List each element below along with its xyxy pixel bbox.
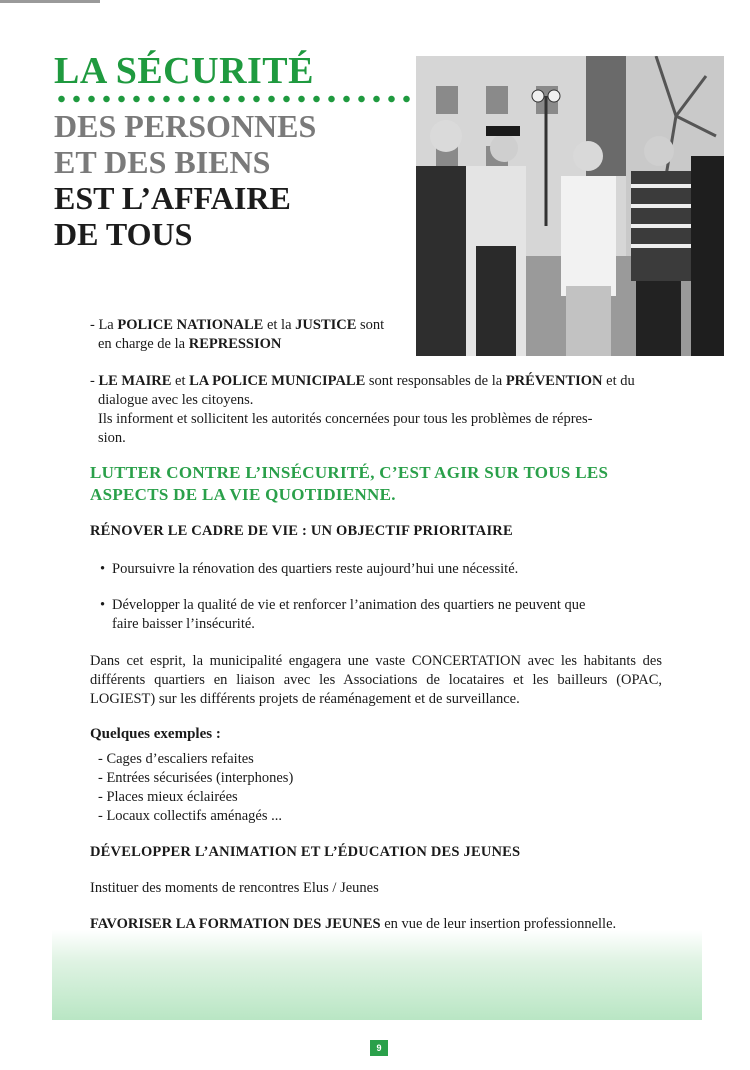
paragraph2-line1: - LE MAIRE et LA POLICE MUNICIPALE sont responsables de la PRÉVENTION et du — [90, 373, 635, 389]
dotted-divider — [54, 94, 414, 104]
instituer-line: Instituer des moments de rencontres Elus / Jeunes — [90, 880, 379, 896]
green-heading-line1: LUTTER CONTRE L’INSÉCURITÉ, C’EST AGIR SUR TOUS LES — [90, 463, 609, 482]
list-item: - Entrées sécurisées (interphones) — [98, 770, 294, 786]
paragraph-police-justice — [90, 316, 410, 354]
bullet-item — [100, 560, 660, 579]
bullet-item — [100, 596, 660, 634]
bullet-text: faire baisser l’insécurité. — [112, 616, 255, 632]
paragraph2-line2: dialogue avec les citoyens. — [98, 392, 254, 408]
green-heading-line2: ASPECTS DE LA VIE QUOTIDIENNE. — [90, 485, 396, 504]
section-heading-renover: RÉNOVER LE CADRE DE VIE : UN OBJECTIF PRIORITAIRE — [90, 523, 513, 539]
title-grey-line2: ET DES BIENS — [54, 144, 271, 180]
title-word-la: LA — [54, 50, 116, 92]
term-formation: FAVORISER LA FORMATION DES JEUNES — [90, 916, 381, 932]
formation-line: FAVORISER LA FORMATION DES JEUNES en vue de leur insertion professionnelle. — [90, 916, 617, 932]
bullet-text: Poursuivre la rénovation des quartiers reste aujourd’hui une nécessité. — [112, 561, 519, 577]
title-word-securite: SÉCURITÉ — [115, 50, 314, 92]
paragraph1-line2: en charge de la REPRESSION — [98, 336, 282, 352]
term-police-municipale: LA POLICE MUNICIPALE — [189, 373, 366, 389]
paragraph-maire-police — [90, 372, 650, 448]
photo-illustration — [416, 56, 724, 356]
term-prevention: PRÉVENTION — [505, 373, 603, 389]
term-repression: REPRESSION — [188, 336, 282, 352]
bullet-text: Développer la qualité de vie et renforcer l’animation des quartiers ne peuvent que — [112, 597, 586, 613]
examples-list — [98, 750, 293, 826]
list-item: - Places mieux éclairées — [98, 789, 238, 805]
green-gradient-band — [52, 930, 702, 1020]
top-rule — [0, 0, 100, 3]
list-item: - Cages d’escaliers refaites — [98, 751, 254, 767]
page-number: 9 — [370, 1040, 388, 1056]
title-grey-line1: DES PERSONNES — [54, 108, 317, 144]
examples-title: Quelques exemples : — [90, 726, 221, 742]
title-block — [54, 50, 404, 252]
title-dark-line2: DE TOUS — [54, 216, 193, 252]
list-item: - Locaux collectifs aménagés ... — [98, 808, 282, 824]
group-photo — [416, 56, 724, 356]
term-police-nationale: POLICE NATIONALE — [117, 317, 264, 333]
paragraph2-line3: Ils informent et sollicitent les autorités concernées pour tous les problèmes de répres- — [98, 411, 593, 427]
term-justice: JUSTICE — [295, 317, 357, 333]
green-heading — [90, 462, 650, 506]
bullet-icon: • — [100, 561, 106, 577]
title-main — [54, 50, 404, 92]
section-heading-jeunes: DÉVELOPPER L’ANIMATION ET L’ÉDUCATION DES JEUNES — [90, 844, 521, 860]
term-le-maire: LE MAIRE — [98, 373, 172, 389]
paragraph2-line4: sion. — [98, 430, 126, 446]
paragraph1-line1: - La POLICE NATIONALE et la JUSTICE sont — [90, 317, 385, 333]
bullet-icon: • — [100, 597, 106, 613]
title-dark-line1: EST L’AFFAIRE — [54, 180, 291, 216]
concertation-paragraph: Dans cet esprit, la municipalité engagera une vaste CONCERTATION avec les habitants des différents quartiers en liaison avec les Associations de locataires et les bailleurs (OPAC, LOGIEST) sur les différents projets de réaménagement et de surveillance. — [90, 653, 662, 707]
